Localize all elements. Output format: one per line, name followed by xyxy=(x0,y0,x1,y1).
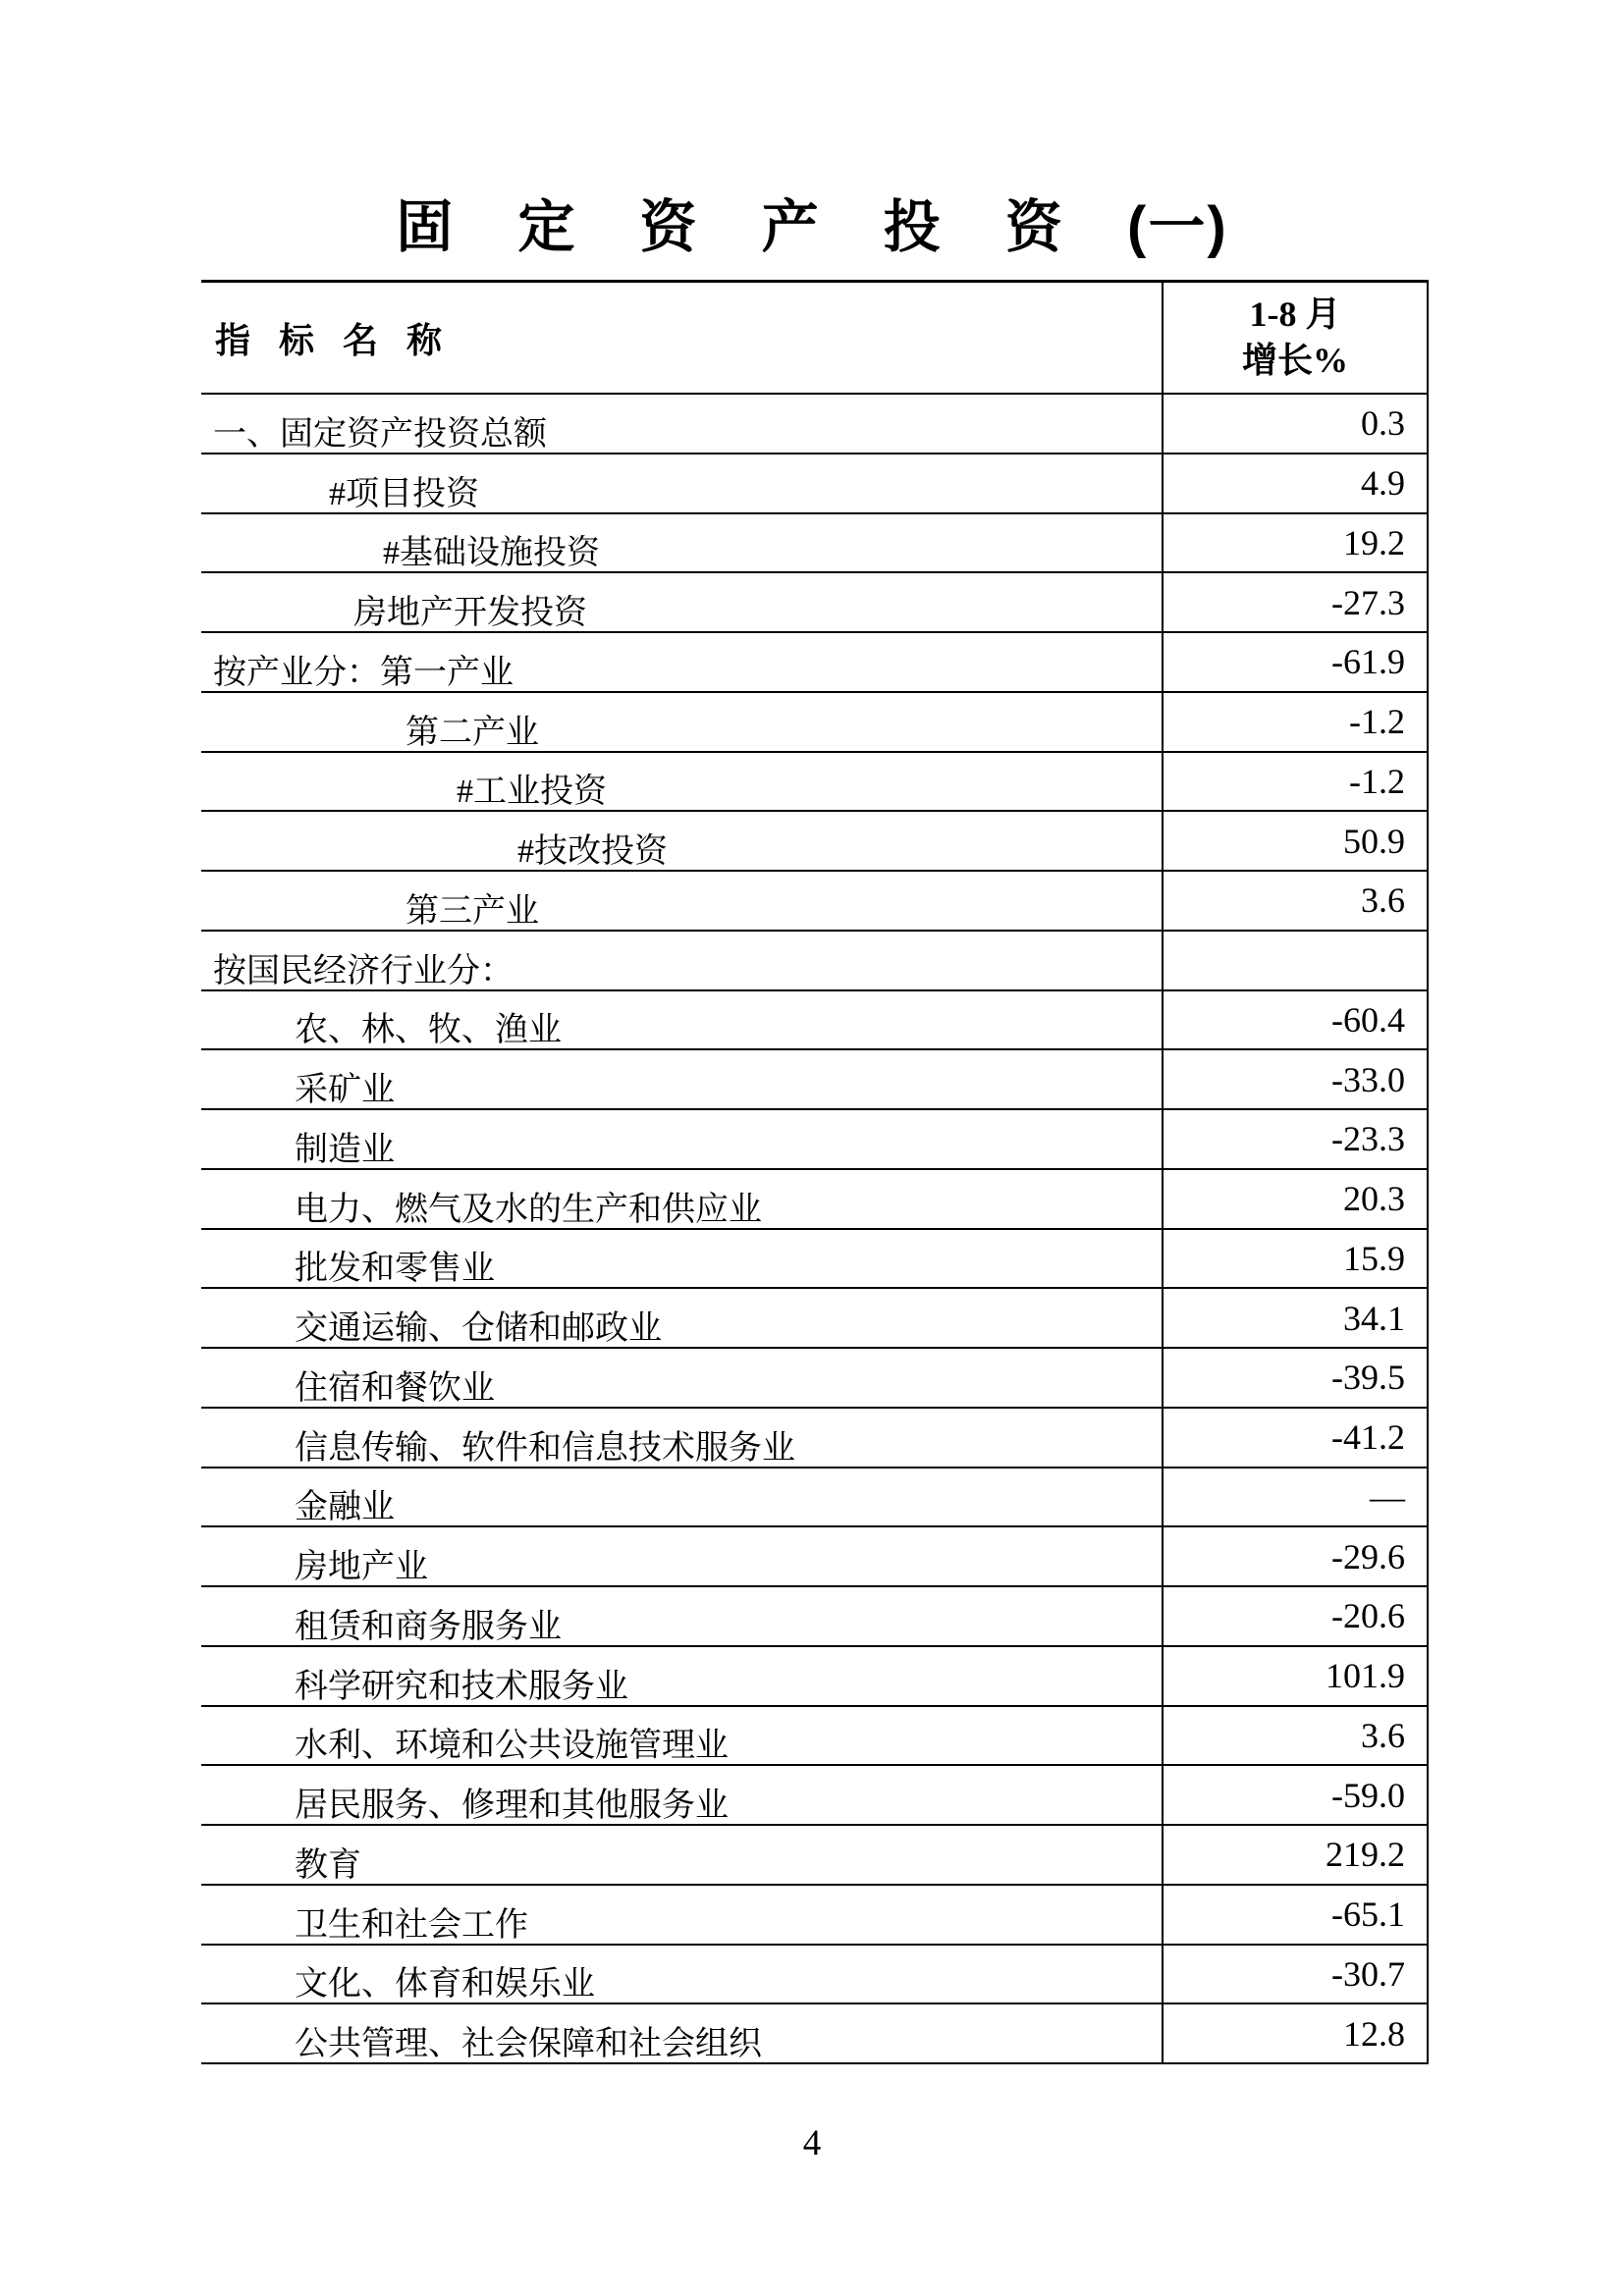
row-label: 按国民经济行业分： xyxy=(213,952,514,989)
row-label: 交通运输、仓储和邮政业 xyxy=(295,1310,662,1347)
row-label: 采矿业 xyxy=(295,1072,395,1108)
row-label: 住宿和餐饮业 xyxy=(295,1369,495,1407)
row-value: 4.9 xyxy=(1361,463,1405,504)
table-row xyxy=(201,1587,1429,1647)
table-row xyxy=(201,1468,1429,1528)
row-value: 219.2 xyxy=(1326,1835,1405,1875)
row-value-cell xyxy=(1164,633,1429,691)
row-value-cell xyxy=(1164,1349,1429,1407)
row-value: -30.7 xyxy=(1331,1953,1405,1994)
row-value: -65.1 xyxy=(1331,1895,1405,1935)
table-row xyxy=(201,573,1429,633)
row-label-cell xyxy=(201,753,1164,811)
row-value-cell xyxy=(1164,514,1429,572)
row-value: 3.6 xyxy=(1361,881,1405,921)
table-row xyxy=(201,1886,1429,1946)
table-row xyxy=(201,1647,1429,1707)
row-label: 文化、体育和娱乐业 xyxy=(295,1966,595,2003)
row-label-cell xyxy=(201,573,1164,631)
row-label: 第三产业 xyxy=(406,892,539,930)
row-label: 水利、环境和公共设施管理业 xyxy=(295,1728,729,1765)
page-title: 固 定 资 产 投 资 (一) xyxy=(396,195,1228,259)
growth-header-period: 1-8 月 xyxy=(1249,294,1341,334)
row-label-cell xyxy=(201,1110,1164,1168)
row-label: 房地产开发投资 xyxy=(353,595,587,631)
row-value: 19.2 xyxy=(1343,522,1405,562)
table-row xyxy=(201,1766,1429,1826)
row-value-cell xyxy=(1164,932,1429,989)
row-value-cell xyxy=(1164,872,1429,930)
table-row xyxy=(201,693,1429,753)
row-label: 房地产业 xyxy=(295,1549,428,1585)
row-value: -27.3 xyxy=(1331,582,1405,622)
row-label: 信息传输、软件和信息技术服务业 xyxy=(295,1429,795,1467)
row-value-cell xyxy=(1164,1826,1429,1884)
row-label-cell xyxy=(201,1766,1164,1824)
row-label-cell xyxy=(201,872,1164,930)
row-label-cell xyxy=(201,1886,1164,1944)
row-label-cell xyxy=(201,454,1164,512)
table-row xyxy=(201,633,1429,693)
row-value: 50.9 xyxy=(1343,821,1405,861)
row-label-cell xyxy=(201,1349,1164,1407)
row-value: 0.3 xyxy=(1361,403,1405,444)
row-value: 3.6 xyxy=(1361,1715,1405,1755)
row-label-cell xyxy=(201,1527,1164,1585)
row-value-cell xyxy=(1164,1289,1429,1347)
row-label: #工业投资 xyxy=(457,774,607,811)
row-label-cell xyxy=(201,1170,1164,1228)
row-value-cell xyxy=(1164,1587,1429,1645)
table-row xyxy=(201,395,1429,454)
row-value-cell xyxy=(1164,1707,1429,1765)
row-label-cell xyxy=(201,812,1164,870)
row-value-cell xyxy=(1164,812,1429,870)
row-value-cell xyxy=(1164,1647,1429,1705)
row-value: 101.9 xyxy=(1326,1656,1405,1696)
row-label: 按产业分：第一产业 xyxy=(213,654,514,691)
row-label-cell xyxy=(201,1050,1164,1108)
table-row xyxy=(201,1527,1429,1587)
row-value-cell xyxy=(1164,2004,1429,2062)
row-value-cell xyxy=(1164,1170,1429,1228)
row-label-cell xyxy=(201,693,1164,751)
row-value-cell xyxy=(1164,454,1429,512)
row-label-cell xyxy=(201,1946,1164,2003)
row-value: -1.2 xyxy=(1349,702,1405,742)
row-label-cell xyxy=(201,395,1164,453)
row-value: 15.9 xyxy=(1343,1238,1405,1278)
table-row xyxy=(201,454,1429,514)
row-label-cell xyxy=(201,1289,1164,1347)
row-label: #项目投资 xyxy=(329,475,479,512)
row-value: -41.2 xyxy=(1331,1417,1405,1458)
row-value-cell xyxy=(1164,1946,1429,2003)
row-value-cell xyxy=(1164,1468,1429,1526)
page-number: 4 xyxy=(802,2123,822,2163)
row-label: 租赁和商务服务业 xyxy=(295,1608,562,1645)
table-row xyxy=(201,1050,1429,1110)
row-label: 批发和零售业 xyxy=(295,1251,495,1288)
row-label-cell xyxy=(201,1230,1164,1288)
row-value: -1.2 xyxy=(1349,761,1405,801)
row-label: 居民服务、修理和其他服务业 xyxy=(295,1788,729,1824)
row-value: 34.1 xyxy=(1343,1298,1405,1338)
row-value-cell xyxy=(1164,1527,1429,1585)
table-row xyxy=(201,872,1429,932)
row-value: -29.6 xyxy=(1331,1536,1405,1576)
indicator-name-header: 指 标 名 称 xyxy=(201,283,1164,393)
growth-header-unit: 增长% xyxy=(1241,341,1348,380)
table-row xyxy=(201,514,1429,574)
row-label-cell xyxy=(201,633,1164,691)
table-row xyxy=(201,753,1429,813)
row-value: -23.3 xyxy=(1331,1119,1405,1159)
row-label: #技改投资 xyxy=(517,833,668,870)
table-row xyxy=(201,1289,1429,1349)
table-body xyxy=(201,395,1429,2064)
growth-column-header xyxy=(1164,283,1429,393)
row-value-cell xyxy=(1164,1230,1429,1288)
row-value-cell xyxy=(1164,573,1429,631)
row-label-cell xyxy=(201,1587,1164,1645)
row-value-cell xyxy=(1164,753,1429,811)
row-label: 一、固定资产投资总额 xyxy=(213,415,547,453)
row-label-cell xyxy=(201,991,1164,1049)
table-row xyxy=(201,1110,1429,1170)
row-value: -39.5 xyxy=(1331,1358,1405,1398)
row-value-cell xyxy=(1164,395,1429,453)
row-value-cell xyxy=(1164,693,1429,751)
row-label-cell xyxy=(201,514,1164,572)
row-label: 卫生和社会工作 xyxy=(295,1906,528,1944)
row-value-cell xyxy=(1164,1766,1429,1824)
table-row xyxy=(201,1946,1429,2005)
row-value: -61.9 xyxy=(1331,642,1405,682)
row-label-cell xyxy=(201,1826,1164,1884)
table-row xyxy=(201,812,1429,872)
indicator-table xyxy=(201,280,1429,2064)
row-label: 公共管理、社会保障和社会组织 xyxy=(295,2026,762,2062)
table-row xyxy=(201,1826,1429,1886)
row-value: -20.6 xyxy=(1331,1596,1405,1636)
row-label: 教育 xyxy=(295,1846,361,1884)
row-value: -59.0 xyxy=(1331,1775,1405,1815)
table-row xyxy=(201,1707,1429,1767)
row-value-cell xyxy=(1164,1409,1429,1467)
row-label-cell xyxy=(201,1647,1164,1705)
row-label: #基础设施投资 xyxy=(383,535,600,572)
row-value-cell xyxy=(1164,1110,1429,1168)
row-value: — xyxy=(1370,1476,1405,1517)
table-row xyxy=(201,1230,1429,1290)
row-label: 农、林、牧、渔业 xyxy=(295,1012,562,1049)
row-label-cell xyxy=(201,932,1164,989)
row-value: 12.8 xyxy=(1343,2013,1405,2054)
row-label: 电力、燃气及水的生产和供应业 xyxy=(295,1191,762,1228)
table-row xyxy=(201,932,1429,991)
row-label-cell xyxy=(201,1468,1164,1526)
row-value-cell xyxy=(1164,1050,1429,1108)
row-label-cell xyxy=(201,2004,1164,2062)
table-row xyxy=(201,1409,1429,1468)
row-label: 科学研究和技术服务业 xyxy=(295,1668,628,1705)
table-header-row xyxy=(201,283,1429,395)
table-row xyxy=(201,2004,1429,2064)
row-label: 制造业 xyxy=(295,1131,395,1168)
row-value-cell xyxy=(1164,991,1429,1049)
row-label-cell xyxy=(201,1409,1164,1467)
row-value-cell xyxy=(1164,1886,1429,1944)
row-value: -33.0 xyxy=(1331,1059,1405,1099)
row-label-cell xyxy=(201,1707,1164,1765)
row-value: -60.4 xyxy=(1331,999,1405,1040)
table-row xyxy=(201,991,1429,1051)
row-label: 第二产业 xyxy=(406,714,539,751)
table-row xyxy=(201,1170,1429,1230)
row-label: 金融业 xyxy=(295,1489,395,1526)
row-value: 20.3 xyxy=(1343,1179,1405,1219)
table-row xyxy=(201,1349,1429,1409)
